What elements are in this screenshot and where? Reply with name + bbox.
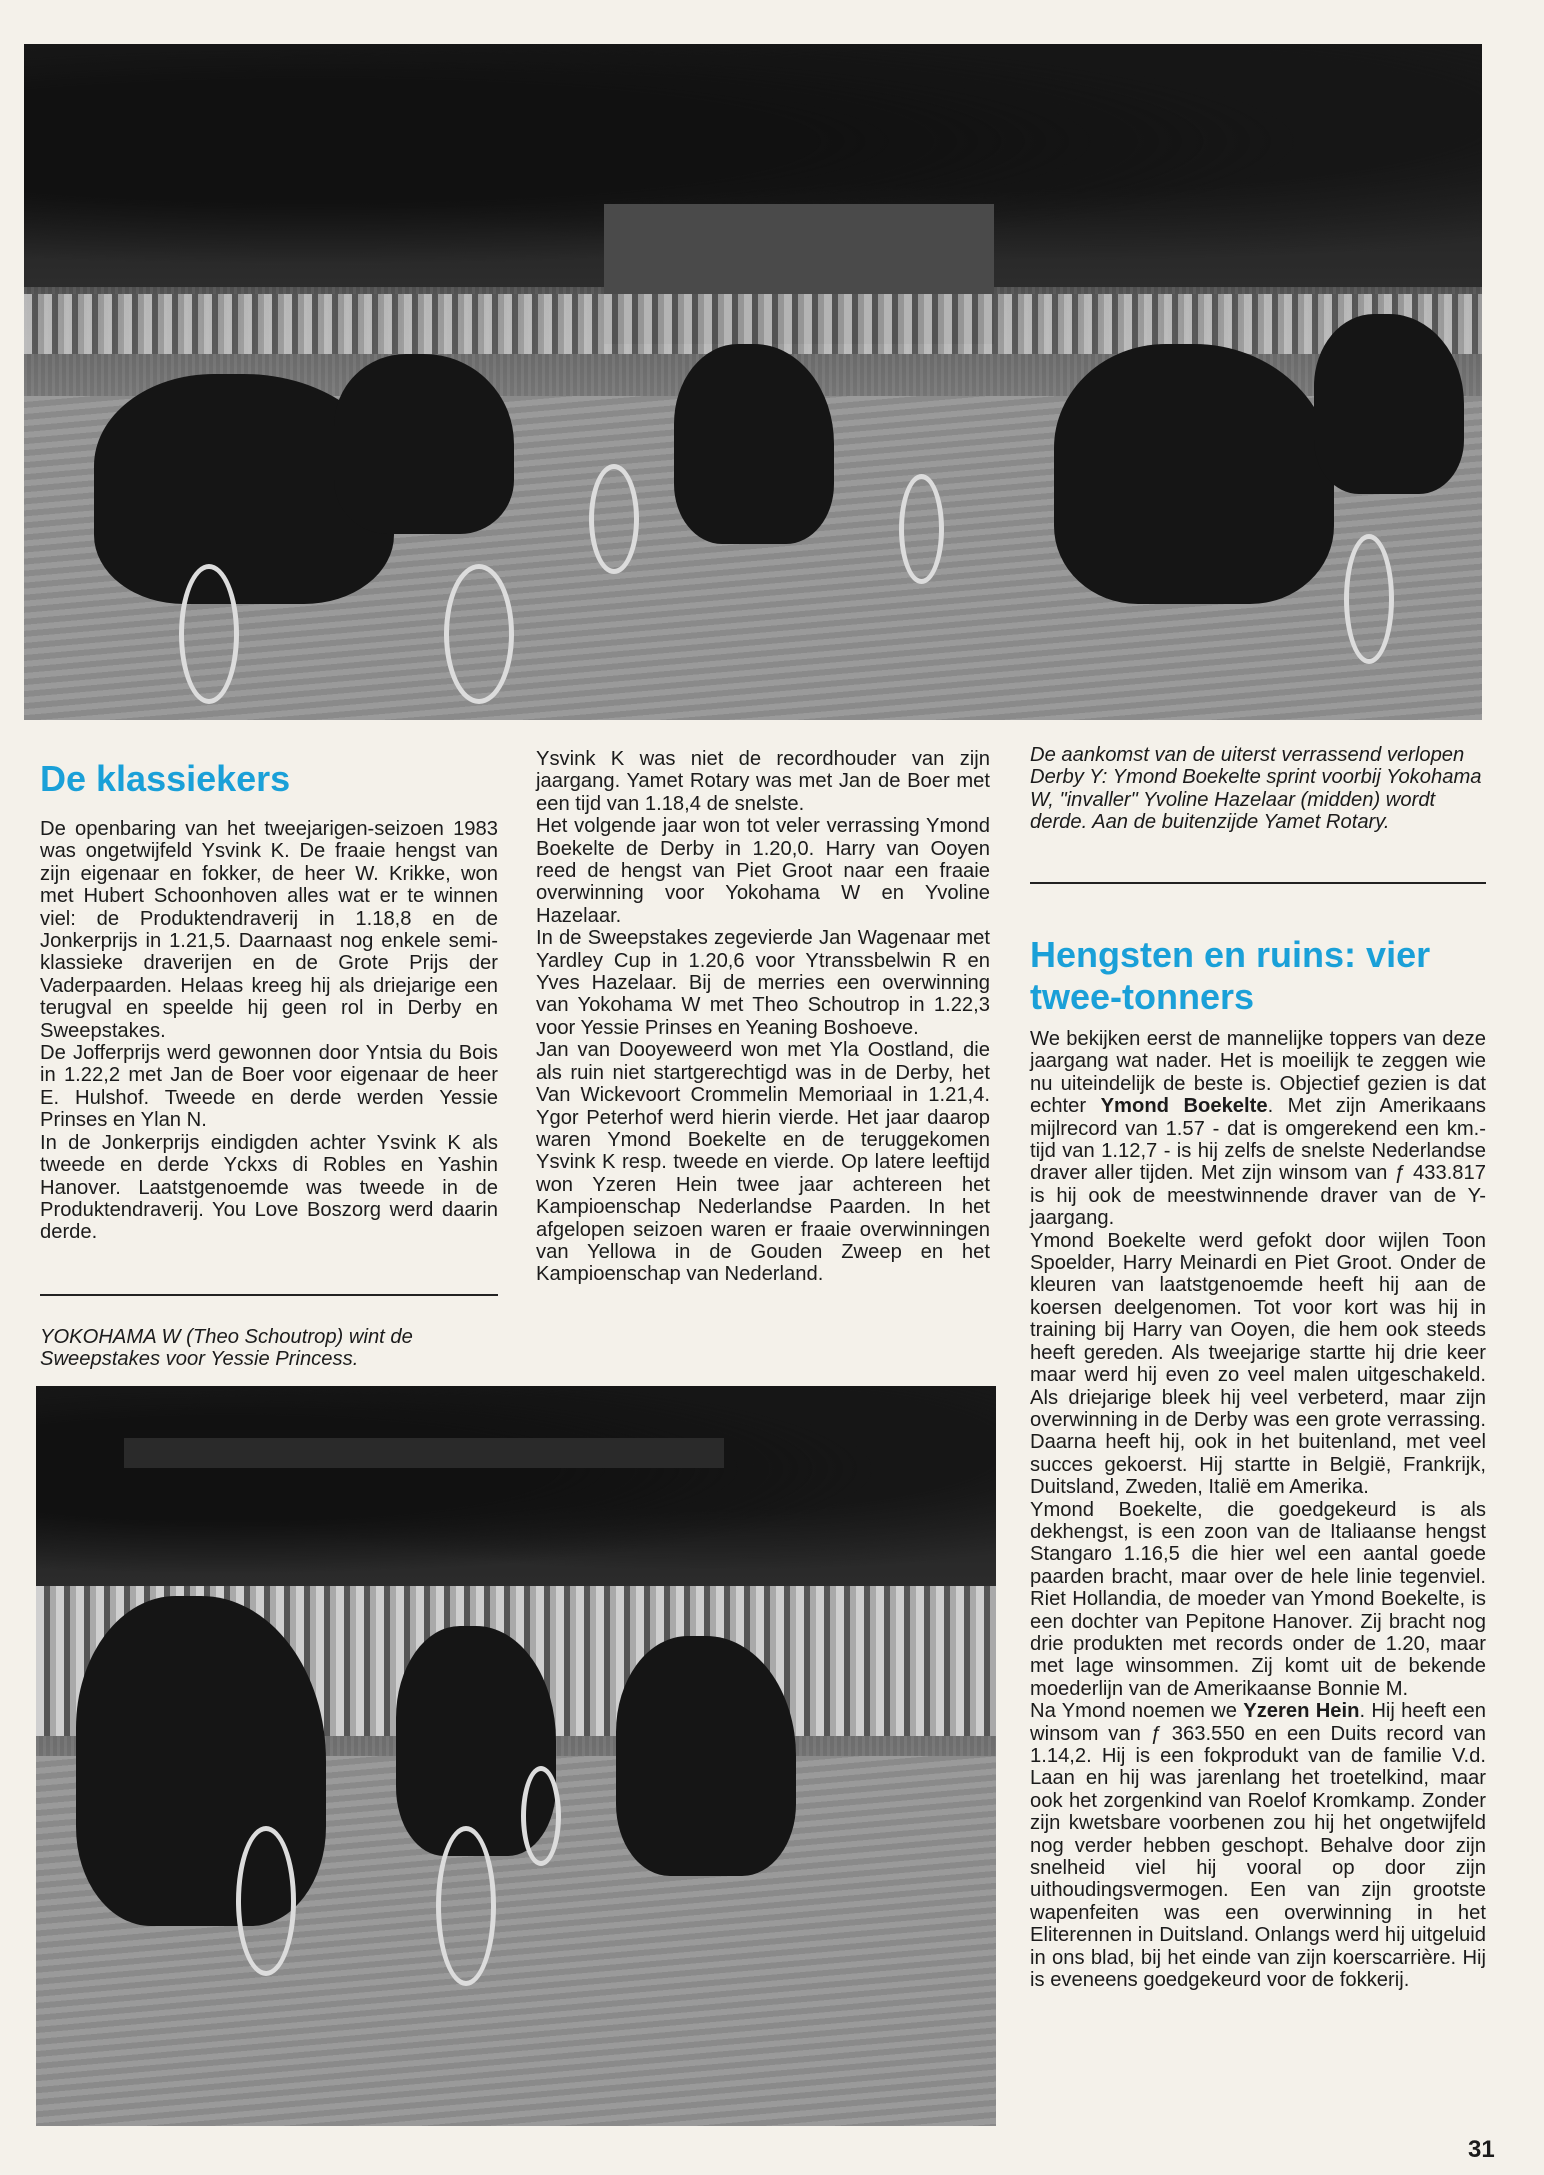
horse-silhouette bbox=[674, 344, 834, 544]
horse-silhouette bbox=[1314, 314, 1464, 494]
article-column-1 bbox=[40, 818, 498, 1278]
sulky-wheel bbox=[521, 1766, 561, 1866]
paragraph: Ymond Boekelte werd gefokt door wijlen Toon Spoelder, Harry Meinardi en Piet Groot. Onder de kleuren van laatstgenoemde heeft hij aan de koersen deelgenomen. Tot voor kort was hij in training bij Harry van Ooyen, die hem ook steeds heeft gereden. Als tweejarige startte hij drie keer maar werd hij even zo veel malen uitgeschakeld. Als driejarige bleek hij veel verbeterd, maar zijn overwinning in de Derby was een grote verrassing. Daarna heeft hij, ook in het buitenland, met veel succes gekoerst. Hij startte in België, Frankrijk, Duitsland, Zweden, Italië em Amerika. bbox=[1030, 1229, 1486, 1499]
paragraph: In de Sweepstakes zegevierde Jan Wagenaar met Yardley Cup in 1.20,6 voor Ytranssbelwin R en Yves Hazelaar. Bij de merries een overwinning van Yokohama W met Theo Schoutrop in 1.22,3 voor Yessie Prinses en Yeaning Boshoeve. bbox=[536, 927, 990, 1039]
article-column-3 bbox=[1030, 1028, 1486, 2118]
paragraph: We bekijken eerst de mannelijke toppers van deze jaargang wat nader. Het is moeilijk te zeggen wie nu uiteindelijk de beste is. Objectief gezien is dat echter Ymond Boekelte. Met zijn Amerikaans mijlrecord van 1.57 - dat is omgerekend een km.-tijd van 1.12,7 - is hij zelfs de snelste Nederlandse draver aller tijden. Met zijn winsom van ƒ 433.817 is hij ook de meestwinnende draver van de Y-jaargang. bbox=[1030, 1028, 1487, 1230]
sulky-wheel bbox=[1344, 534, 1394, 664]
sulky-wheel bbox=[899, 474, 944, 584]
sulky-wheel bbox=[444, 564, 514, 704]
horse-silhouette bbox=[616, 1636, 796, 1876]
paragraph: Ysvink K was niet de recordhouder van zijn jaargang. Yamet Rotary was met Jan de Boer met een tijd van 1.18,4 de snelste. bbox=[536, 748, 990, 815]
paragraph: Het volgende jaar won tot veler verrassing Ymond Boekelte de Derby in 1.20,0. Harry van Ooyen reed de hengst van Piet Groot naar een fraaie overwinning voor Yokohama W en Yvoline Hazelaar. bbox=[536, 815, 990, 927]
horse-silhouette bbox=[1054, 344, 1334, 604]
article-column-2 bbox=[536, 748, 990, 1368]
photo-caption-bottom: YOKOHAMA W (Theo Schoutrop) wint de Sweepstakes voor Yessie Princess. bbox=[40, 1326, 413, 1371]
bottom-race-photo bbox=[36, 1386, 996, 2126]
paragraph: Ymond Boekelte, die goedgekeurd is als dekhengst, is een zoon van de Italiaanse hengst Stangaro 1.16,5 die hier wel een aantal goede paarden bracht, maar over de hele linie tegenviel. Riet Hollandia, de moeder van Ymond Boekelte, is een dochter van Pepitone Hanover. Zij bracht nog drie produkten met records onder de 1.20, maar met lage winsommen. Zij komt uit de bekende moederlijn van de Amerikaanse Bonnie M. bbox=[1030, 1498, 1486, 1700]
heading-hengsten: Hengsten en ruins: vier twee-tonners bbox=[1030, 934, 1431, 1017]
caption-divider bbox=[1030, 882, 1486, 884]
paragraph: De openbaring van het tweejarigen-seizoen 1983 was ongetwijfeld Ysvink K. De fraaie hengst van zijn eigenaar en fokker, de heer W. Krikke, won met Hubert Schoonhoven alles wat er te winnen viel: de Produktendraverij in 1.18,8 en de Jonkerprijs in 1.21,5. Daarnaast nog enkele semi-klassieke draverijen en de Grote Prijs der Vaderpaarden. Helaas kreeg hij als driejarige een terugval en speelde hij geen rol in Derby en Sweepstakes. bbox=[40, 818, 498, 1042]
heading-klassiekers: De klassiekers bbox=[40, 758, 291, 799]
sulky-wheel bbox=[236, 1826, 296, 1976]
paragraph: De Jofferprijs werd gewonnen door Yntsia du Bois in 1.22,2 met Jan de Boer voor eigenaar de heer E. Hulshof. Tweede en derde werden Yessie Prinses en Ylan N. bbox=[40, 1042, 498, 1132]
grandstand-roof bbox=[124, 1438, 724, 1468]
paragraph: Na Ymond noemen we Yzeren Hein. Hij heeft een winsom van ƒ 363.550 en een Duits record van 1.14,2. Hij is een fokprodukt van de familie V.d. Laan en hij was jarenlang het troetelkind, maar ook het zorgenkind van Roelof Kromkamp. Zonder zijn kwetsbare voorbenen zou hij het ongetwijfeld nog verder hebben geschopt. Behalve door zijn snelheid viel hij vooral op door zijn uithoudingsvermogen. Een van zijn grootste wapenfeiten was een overwinning in het Eliterennen in Duitsland. Onlangs werd hij uitgeluid in ons blad, bij het einde van zijn koerscarrière. Hij is eveneens goedgekeurd voor de fokkerij. bbox=[1030, 1700, 1486, 1992]
horse-silhouette bbox=[334, 354, 514, 534]
sulky-wheel bbox=[436, 1826, 496, 1986]
photo-caption-top: De aankomst van de uiterst verrassend verlopen Derby Y: Ymond Boekelte sprint voorbij Yokohama W, "invaller" Yvoline Hazelaar (midden) wordt derde. Aan de buitenzijde Yamet Rotary. bbox=[1030, 744, 1482, 834]
sulky-wheel bbox=[179, 564, 239, 704]
tree-line bbox=[36, 1386, 996, 1593]
top-race-photo bbox=[24, 44, 1482, 720]
paragraph: Jan van Dooyeweerd won met Yla Oostland, die als ruin niet startgerechtigd was in de Derby, het Van Wickevoort Crommelin Memoriaal in 1.21,4. Ygor Peterhof werd hierin vierde. Het jaar daarop waren Ymond Boekelte en de teruggekomen Ysvink K resp. tweede en vierde. Op latere leeftijd won Yzeren Hein twee jaar achtereen het Kampioenschap Nederlandse Paarden. In het afgelopen seizoen waren er fraaie overwinningen van Yellowa in de Gouden Zweep en het Kampioenschap van Nederland. bbox=[536, 1039, 990, 1286]
horse-name-bold: Yzeren Hein bbox=[1243, 1700, 1360, 1723]
horse-name-bold: Ymond Boekelte bbox=[1100, 1095, 1268, 1118]
paragraph: In de Jonkerprijs eindigden achter Ysvink K als tweede en derde Yckxs di Robles en Yashin Hanover. Laatstgenoemde was tweede in de Produktendraverij. You Love Boszorg werd daarin derde. bbox=[40, 1131, 498, 1244]
caption-divider bbox=[40, 1294, 498, 1296]
sulky-wheel bbox=[589, 464, 639, 574]
page-number: 31 bbox=[1468, 2136, 1495, 2163]
